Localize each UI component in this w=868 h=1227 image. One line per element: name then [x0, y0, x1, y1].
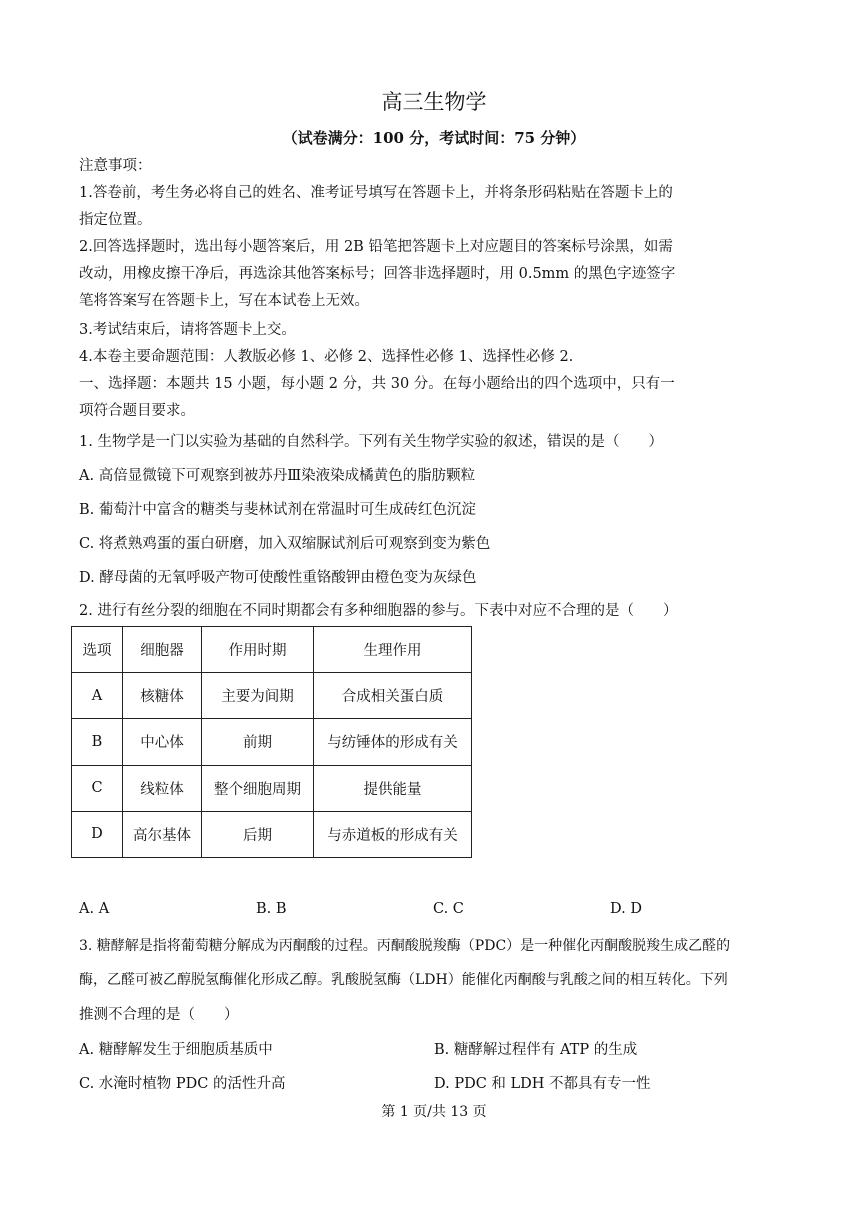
table-cell: 线粒体: [123, 765, 202, 811]
table-cell: 与赤道板的形成有关: [314, 811, 472, 857]
table-cell: 中心体: [123, 719, 202, 765]
notice-line: 改动，用橡皮擦干净后，再选涂其他答案标号；回答非选择题时，用 0.5mm 的黑色字迹签字: [79, 266, 676, 282]
organelle-table: [71, 626, 472, 858]
question-3-stem: 推测不合理的是（ ）: [79, 1007, 239, 1023]
table-cell: A: [72, 673, 123, 719]
question-2-option-d: D. D: [610, 901, 642, 917]
question-2-stem: 2. 进行有丝分裂的细胞在不同时期都会有多种细胞器的参与。下表中对应不合理的是（ ）: [79, 603, 678, 619]
table-cell: 与纺锤体的形成有关: [314, 719, 472, 765]
question-1-option-d: D. 酵母菌的无氧呼吸产物可使酸性重铬酸钾由橙色变为灰绿色: [79, 570, 477, 586]
question-1-option-a: A. 高倍显微镜下可观察到被苏丹Ⅲ染液染成橘黄色的脂肪颗粒: [79, 468, 476, 484]
question-3-stem: 酶，乙醛可被乙醇脱氢酶催化形成乙醇。乳酸脱氢酶（LDH）能催化丙酮酸与乳酸之间的相互转化。下列: [79, 972, 728, 988]
question-3-option-c: C. 水淹时植物 PDC 的活性升高: [79, 1076, 286, 1092]
notice-line: 3.考试结束后，请将答题卡上交。: [79, 322, 296, 338]
exam-info: （试卷满分：100 分，考试时间：75 分钟）: [282, 129, 586, 147]
notice-line: 笔将答案写在答题卡上，写在本试卷上无效。: [79, 293, 369, 309]
table-cell: C: [72, 765, 123, 811]
table-row: [72, 811, 472, 857]
question-2-option-a: A. A: [79, 901, 110, 917]
table-header-cell: 生理作用: [314, 627, 472, 673]
question-1-stem: 1. 生物学是一门以实验为基础的自然科学。下列有关生物学实验的叙述，错误的是（ ）: [79, 434, 663, 450]
notice-line: 2.回答选择题时，选出每小题答案后，用 2B 铅笔把答题卡上对应题目的答案标号涂黑，如需: [79, 239, 673, 255]
table-header-cell: 选项: [72, 627, 123, 673]
question-1-option-b: B. 葡萄汁中富含的糖类与斐林试剂在常温时可生成砖红色沉淀: [79, 502, 476, 518]
table-header-cell: 作用时期: [202, 627, 314, 673]
question-3-option-b: B. 糖酵解过程伴有 ATP 的生成: [434, 1042, 638, 1058]
table-header-cell: 细胞器: [123, 627, 202, 673]
table-header-row: [72, 627, 472, 673]
page-title: 高三生物学: [381, 90, 487, 114]
notice-line: 指定位置。: [79, 212, 152, 228]
table-cell: 合成相关蛋白质: [314, 673, 472, 719]
table-cell: 主要为间期: [202, 673, 314, 719]
table-cell: 前期: [202, 719, 314, 765]
table-cell: 整个细胞周期: [202, 765, 314, 811]
question-2-option-b: B. B: [256, 901, 287, 917]
table-row: [72, 673, 472, 719]
question-1-option-c: C. 将煮熟鸡蛋的蛋白研磨，加入双缩脲试剂后可观察到变为紫色: [79, 536, 491, 552]
table-cell: 核糖体: [123, 673, 202, 719]
table-cell: 后期: [202, 811, 314, 857]
table-cell: 提供能量: [314, 765, 472, 811]
section-heading: 一、选择题：本题共 15 小题，每小题 2 分，共 30 分。在每小题给出的四个选项中，只有一: [79, 376, 675, 392]
notice-heading: 注意事项：: [79, 158, 152, 174]
page-number: 第 1 页/共 13 页: [381, 1104, 487, 1120]
notice-line: 1.答卷前，考生务必将自己的姓名、准考证号填写在答题卡上，并将条形码粘贴在答题卡上的: [79, 185, 673, 201]
table-cell: B: [72, 719, 123, 765]
question-3-option-d: D. PDC 和 LDH 不都具有专一性: [434, 1076, 651, 1092]
table-row: [72, 765, 472, 811]
table-cell: 高尔基体: [123, 811, 202, 857]
question-2-option-c: C. C: [433, 901, 464, 917]
section-heading-cont: 项符合题目要求。: [79, 403, 195, 419]
table-cell: D: [72, 811, 123, 857]
question-3-option-a: A. 糖酵解发生于细胞质基质中: [79, 1042, 273, 1058]
notice-line: 4.本卷主要命题范围：人教版必修 1、必修 2、选择性必修 1、选择性必修 2.: [79, 349, 574, 365]
question-3-stem: 3. 糖酵解是指将葡萄糖分解成为丙酮酸的过程。丙酮酸脱羧酶（PDC）是一种催化丙酮酸脱羧生成乙醛的: [79, 938, 731, 954]
table-row: [72, 719, 472, 765]
